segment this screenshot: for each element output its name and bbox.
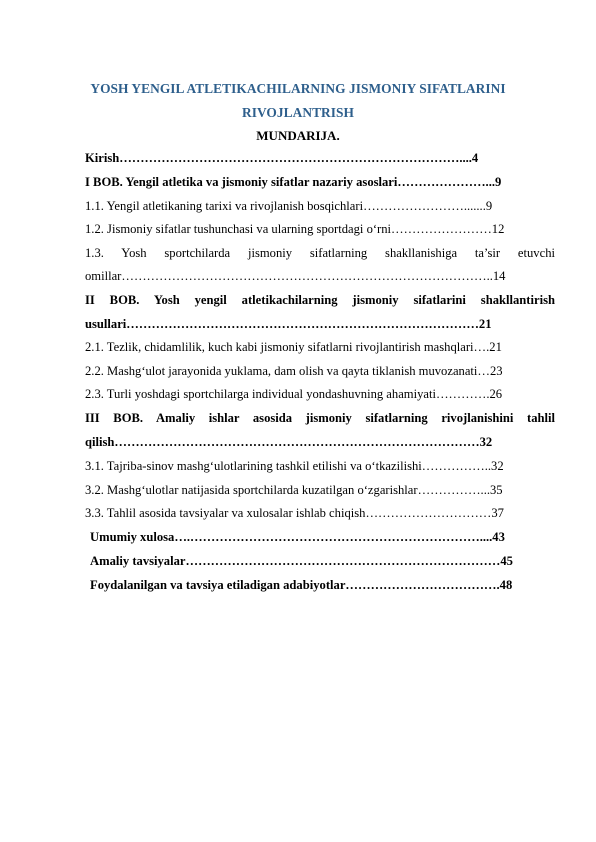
toc-entry: qilish……………………………………………………………………………32: [85, 435, 493, 449]
toc-entry: Amaliy tavsiyalar…………………………………………………………………45: [90, 554, 513, 568]
toc-entry: Foydalanilgan va tavsiya etiladigan adabiyotlar……………………………….48: [90, 578, 513, 592]
toc-entry: 2.2. Mashg‘ulot jarayonida yuklama, dam olish va qayta tiklanish muvozanati…23: [85, 364, 503, 378]
toc-entry: 3.3. Tahlil asosida tavsiyalar va xulosalar ishlab chiqish…………………………37: [85, 506, 504, 520]
toc-entry: 3.1. Tajriba-sinov mashg‘ulotlarining tashkil etilishi va o‘tkazilishi……………..32: [85, 459, 504, 473]
toc-entry: usullari…………………………………………………………………………21: [85, 317, 492, 331]
toc-entry: II BOB. Yosh yengil atletikachilarning jismoniy sifatlarini shakllantirish: [85, 293, 555, 307]
toc-entry: 1.1. Yengil atletikaning tarixi va rivojlanish bosqichlari…………………….......9: [85, 199, 493, 213]
toc-entry: 2.3. Turli yoshdagi sportchilarga individual yondashuvning ahamiyati………….26: [85, 387, 503, 401]
document-title-line2: RIVOJLANTRISH: [242, 105, 354, 120]
toc-entry: omillar……………………………………………………………………………..14: [85, 269, 506, 283]
toc-heading: MUNDARIJA.: [256, 128, 340, 143]
toc-entry: 1.3. Yosh sportchilarda jismoniy sifatlarning shakllanishiga ta’sir etuvchi: [85, 246, 555, 260]
toc-entry: Kirish………………………………………………………………………....4: [85, 151, 479, 165]
toc-entry: 2.1. Tezlik, chidamlilik, kuch kabi jismoniy sifatlarni rivojlantirish mashqlari….21: [85, 340, 502, 354]
document-title-line1: YOSH YENGIL ATLETIKACHILARNING JISMONIY SIFATLARINI: [90, 81, 506, 96]
toc-entry: Umumiy xulosa….……………………………………………………………....43: [90, 530, 505, 544]
toc-entry: I BOB. Yengil atletika va jismoniy sifatlar nazariy asoslari…………………...9: [85, 175, 502, 189]
toc-entry: III BOB. Amaliy ishlar asosida jismoniy sifatlarning rivojlanishini tahlil: [85, 411, 555, 425]
toc-entry: 3.2. Mashg‘ulotlar natijasida sportchilarda kuzatilgan o‘zgarishlar……………...35: [85, 483, 503, 497]
toc-entry: 1.2. Jismoniy sifatlar tushunchasi va ularning sportdagi o‘rni……………………12: [85, 222, 505, 236]
